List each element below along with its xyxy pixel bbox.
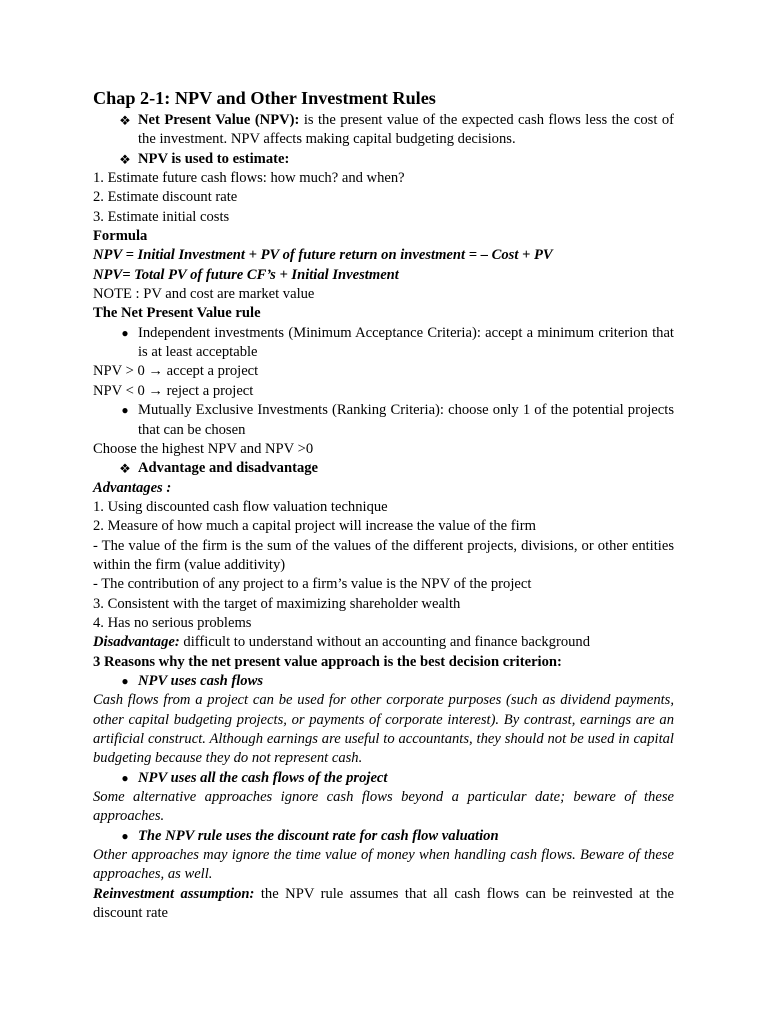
advantage-item: 4. Has no serious problems [93,614,252,631]
page-title: Chap 2-1: NPV and Other Investment Rules [93,88,436,108]
choose-rule: Choose the highest NPV and NPV >0 [93,440,314,457]
npv-definition-text: is the present value of the expected cash flows less the cost of the investment. NPV affects making capital budgeting decisions. [138,112,674,148]
estimate-item: 3. Estimate initial costs [93,208,230,225]
advantage-heading-label: Advantage and disadvantage [138,460,319,477]
reinvestment-text: the NPV rule assumes that all cash flows can be reinvested at the discount rate [93,885,674,922]
dot-bullet-icon: ● [121,828,129,843]
document-content [93,88,674,923]
reason-3-text: Other approaches may ignore the time value of money when handling cash flows. Beware of these approaches, as well. [93,847,674,883]
reason-2-title [93,769,674,788]
npv-definition-term: Net Present Value (NPV): [138,112,300,128]
advantage-item: 2. Measure of how much a capital project will increase the value of the firm [93,518,536,535]
formula-line-1: NPV = Initial Investment + PV of future return on investment = – Cost + PV [93,247,553,264]
mutually-exclusive-text: Mutually Exclusive Investments (Ranking Criteria): choose only 1 of the potential projects that can be chosen [138,402,674,438]
diamond-bullet-icon: ❖ [119,151,131,167]
diamond-bullet-icon: ❖ [119,113,131,128]
advantage-item: - The contribution of any project to a firm’s value is the NPV of the project [93,576,532,593]
reinvestment-assumption [93,885,674,924]
estimate-item: 2. Estimate discount rate [93,189,238,206]
advantage-item: - The value of the firm is the sum of the values of the different projects, divisions, or other entities within the firm (value additivity) [93,537,674,573]
reasons-heading: 3 Reasons why the net present value approach is the best decision criterion: [93,653,562,670]
dot-bullet-icon: ● [121,325,129,340]
disadvantage-text: difficult to understand without an accounting and finance background [179,634,591,651]
reinvestment-label: Reinvestment assumption: [93,885,255,902]
reason-1-title-text: NPV uses cash flows [138,672,264,689]
mutually-exclusive-bullet [93,401,674,440]
npv-rule-heading: The Net Present Value rule [93,305,261,322]
formula-line-2: NPV= Total PV of future CF’s + Initial Investment [93,266,399,283]
disadvantage-line [93,633,674,652]
advantage-heading [93,459,674,478]
advantage-item: 1. Using discounted cash flow valuation technique [93,498,388,515]
accept-rule: NPV > 0 → accept a project [93,363,259,380]
advantages-label: Advantages : [93,479,172,496]
independent-investments-text: Independent investments (Minimum Acceptance Criteria): accept a minimum criterion that is at least acceptable [138,324,674,361]
npv-definition [93,111,674,150]
dot-bullet-icon: ● [121,403,129,418]
reason-1-text: Cash flows from a project can be used for other corporate purposes (such as dividend payments, other capital budgeting projects, or payments of corporate interest). By contrast, earnings are an artificial construct. Although earnings are useful to accountants, they should not be used in capital budgeting because they do not represent cash. [93,692,674,767]
formula-label: Formula [93,228,148,245]
dot-bullet-icon: ● [121,673,129,688]
reason-1-title [93,672,674,691]
reason-2-text: Some alternative approaches ignore cash flows beyond a particular date; beware of these approaches. [93,789,674,825]
npv-used-label: NPV is used to estimate: [138,150,290,167]
disadvantage-label: Disadvantage: [93,634,180,651]
reason-3-title [93,827,674,846]
estimate-item: 1. Estimate future cash flows: how much? and when? [93,170,405,187]
reason-2-title-text: NPV uses all the cash flows of the project [138,769,388,786]
diamond-bullet-icon: ❖ [119,461,131,477]
advantage-item: 3. Consistent with the target of maximizing shareholder wealth [93,595,461,612]
reject-rule: NPV < 0 → reject a project [93,382,254,399]
npv-used-heading [93,150,674,169]
note-line: NOTE : PV and cost are market value [93,286,315,303]
dot-bullet-icon: ● [121,770,129,785]
independent-investments-bullet [93,324,674,363]
reason-3-title-text: The NPV rule uses the discount rate for cash flow valuation [138,827,499,844]
